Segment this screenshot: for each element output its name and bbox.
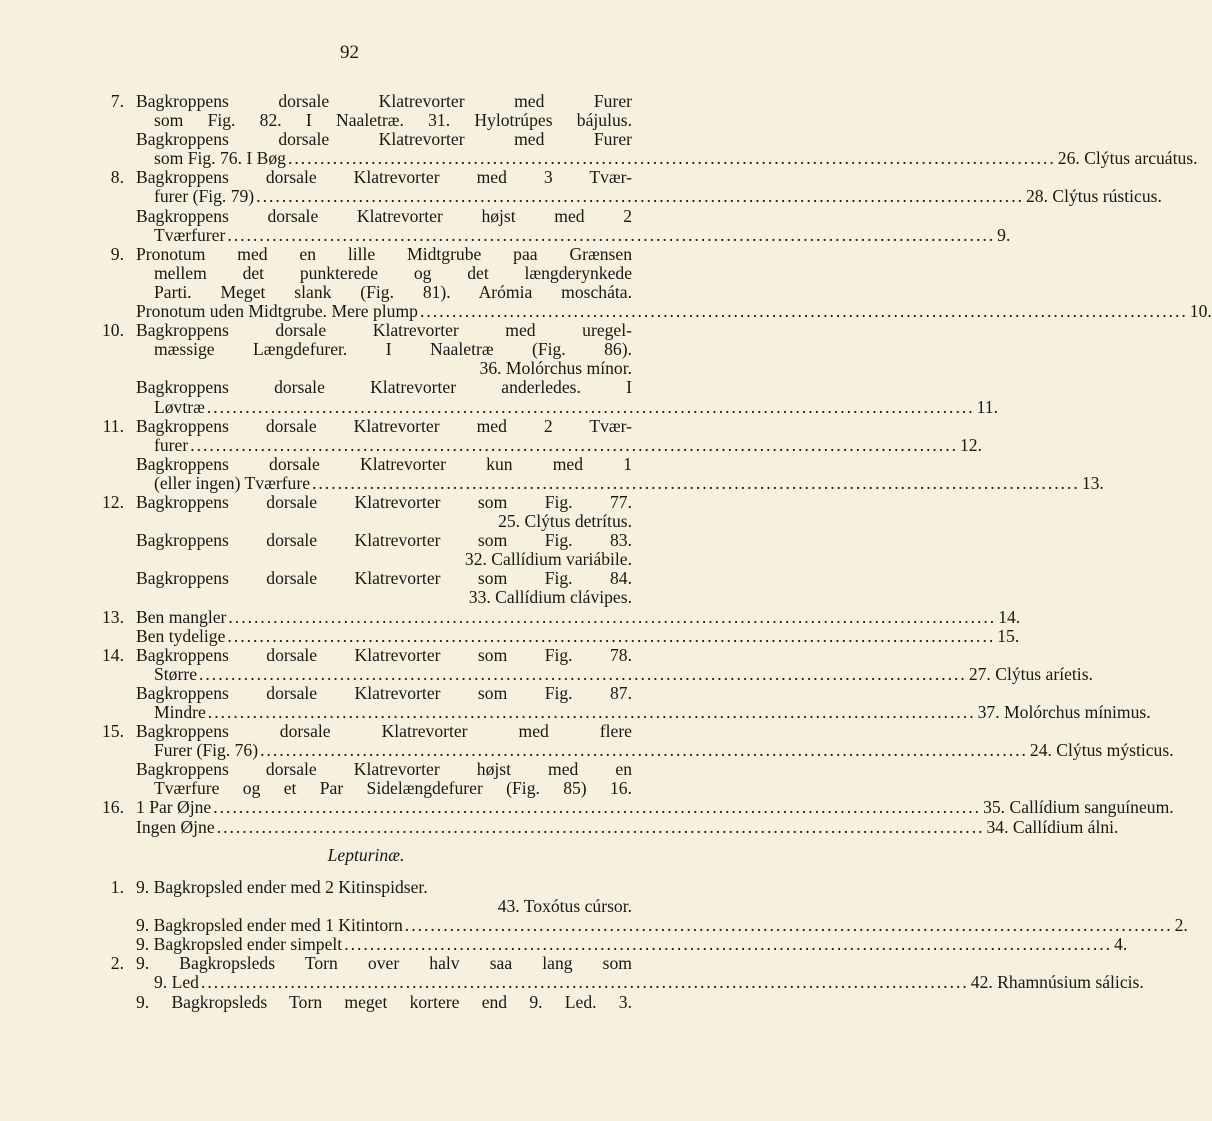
key-entry: Bagkroppens dorsale Klatrevorter højst med 2 [136, 205, 632, 226]
dot-leader: ........................................................................................................................ [344, 934, 1113, 955]
key-entry: som Fig. 82. I Naaletræ. 31. Hylotrúpes bájulus. [154, 110, 632, 131]
page-number: 92 [340, 42, 359, 63]
key-line [100, 396, 998, 417]
key-line [100, 207, 632, 226]
couplet-number: 7. [110, 91, 124, 111]
key-line [100, 417, 632, 436]
key-line [100, 130, 632, 149]
entry-result: 35. Callídium sanguíneum. [983, 797, 1174, 818]
entry-result: 10. [1189, 301, 1212, 322]
key-entry: Tværfure og et Par Sidelængdefurer (Fig. 85) 16. [154, 778, 632, 799]
key-line [100, 111, 632, 130]
key-line [100, 740, 1174, 761]
entry-text: furer (Fig. 79) [154, 186, 255, 207]
entry-result: 27. Clýtus aríetis. [968, 663, 1093, 684]
dot-leader: ........................................................................................................................ [419, 301, 1188, 322]
key-entry: 9. Bagkropsleds Torn over halv saa lang som [136, 953, 632, 974]
entry-text: Ben mangler [136, 606, 227, 627]
key-line [100, 264, 632, 283]
entry-text: Mindre [154, 702, 206, 722]
couplet-number: 14. [102, 644, 124, 665]
key-line [100, 722, 632, 741]
key-line [100, 186, 1162, 207]
dot-leader: ........................................................................................................................ [199, 663, 967, 684]
lepturinae-section [100, 838, 1188, 1012]
dot-leader: ........................................................................................................................ [200, 972, 969, 993]
dot-leader: ........................................................................................................................ [228, 606, 997, 627]
entry-result: 28. Clýtus rústicus. [1025, 186, 1162, 207]
entry-text: 9. Bagkropsled ender simpelt [136, 934, 343, 955]
key-line [100, 224, 1011, 245]
key-entry-with-leader [154, 972, 1144, 993]
key-line [100, 472, 1104, 493]
key-line [100, 797, 1174, 818]
entry-result: 42. Rhamnúsium sálicis. [970, 972, 1144, 993]
key-entry-with-leader [154, 434, 982, 455]
key-entry: Bagkroppens dorsale Klatrevorter med Furer [136, 129, 632, 150]
key-line [100, 760, 632, 779]
couplet-number: 11. [102, 415, 124, 436]
entry-result: 12. [960, 434, 982, 455]
dot-leader: ........................................................................................................................ [216, 816, 985, 837]
key-entry: Bagkroppens dorsale Klatrevorter anderledes. I [136, 377, 632, 398]
dot-leader: ........................................................................................................................ [206, 396, 975, 417]
entry-text: 9. Bagkropsled ender med 1 Kitintorn [136, 915, 403, 936]
dot-leader: ........................................................................................................................ [287, 148, 1056, 169]
entry-result: 24. Clýtus mýsticus. [1029, 740, 1174, 761]
key-entry-with-leader [154, 186, 1162, 207]
species-name: 43. Toxótus cúrsor. [497, 896, 632, 917]
entry-text: Furer (Fig. 76) [154, 740, 259, 761]
entry-result: 4. [1114, 934, 1128, 955]
entry-text: Pronotum uden Midtgrube. Mere plump [136, 301, 418, 322]
key-line [100, 993, 632, 1012]
key-entry-with-leader [136, 625, 1020, 646]
key-line [100, 92, 632, 111]
entry-result: 9. [997, 224, 1011, 245]
entry-result: 11. [976, 396, 998, 417]
key-line [100, 954, 632, 973]
key-entry: Bagkroppens dorsale Klatrevorter som Fig. 83. [136, 530, 632, 551]
key-entry-with-leader [136, 301, 1212, 322]
section-lines [100, 877, 1188, 1012]
key-entry-with-leader [154, 663, 1093, 684]
key-entry: Parti. Meget slank (Fig. 81). Arómia moscháta. [154, 281, 632, 302]
couplet-number: 13. [102, 606, 124, 627]
species-name: 32. Callídium variábile. [464, 549, 632, 570]
entry-text: (eller ingen) Tværfure [154, 472, 310, 493]
key-entry: Bagkroppens dorsale Klatrevorter højst med en [136, 759, 632, 780]
key-entry: Bagkroppens dorsale Klatrevorter som Fig. 87. [136, 682, 632, 703]
entry-result: 14. [998, 606, 1021, 627]
key-line [100, 915, 1188, 936]
key-line [100, 434, 982, 455]
key-line [100, 972, 1144, 993]
dot-leader: ........................................................................................................................ [312, 472, 1080, 493]
key-entry-with-leader [154, 396, 998, 417]
key-line [100, 283, 632, 302]
key-entry: Bagkroppens dorsale Klatrevorter kun med 1 [136, 453, 632, 474]
key-line [100, 493, 632, 512]
key-entry-with-leader [136, 915, 1188, 936]
key-line [100, 646, 632, 665]
entry-result: 15. [997, 625, 1020, 646]
dot-leader: ........................................................................................................................ [404, 915, 1173, 936]
dot-leader: ........................................................................................................................ [227, 224, 996, 245]
key-line [100, 531, 632, 550]
entry-result: 37. Molórchus mínimus. [977, 702, 1151, 722]
entry-result: 2. [1174, 915, 1188, 936]
key-entry-with-leader [154, 702, 1151, 722]
key-line [100, 625, 1020, 646]
entry-text: Ben tydelige [136, 625, 226, 646]
key-entry-with-leader [136, 606, 1021, 627]
key-entry: mæssige Længdefurer. I Naaletræ (Fig. 86). [154, 339, 632, 360]
key-entry: Bagkroppens dorsale Klatrevorter med 3 Tvær- [136, 167, 632, 188]
species-name: 33. Callídium clávipes. [468, 587, 632, 608]
key-entry-with-leader [136, 816, 1119, 837]
key-entry: Bagkroppens dorsale Klatrevorter som Fig. 78. [136, 644, 632, 665]
key-line [100, 897, 632, 916]
entry-result: 13. [1081, 472, 1104, 493]
dot-leader: ........................................................................................................................ [260, 740, 1028, 761]
key-entry-with-leader [136, 797, 1174, 818]
couplet-number: 8. [110, 167, 124, 188]
dot-leader: ........................................................................................................................ [256, 186, 1024, 207]
couplet-number: 16. [102, 797, 124, 818]
key-line [100, 512, 632, 531]
couplet-number: 10. [102, 320, 124, 341]
key-line [100, 569, 632, 588]
key-entry-with-leader [154, 740, 1174, 761]
species-name: 36. Molórchus mínor. [479, 358, 632, 379]
couplet-number: 9. [110, 243, 124, 264]
key-line [100, 816, 1119, 837]
entry-text: 1 Par Øjne [136, 797, 212, 818]
dot-leader: ........................................................................................................................ [227, 625, 996, 646]
key-entry: Bagkroppens dorsale Klatrevorter som Fig. 77. [136, 491, 632, 512]
entry-result: 34. Callídium álni. [986, 816, 1119, 837]
entry-text: Løvtræ [154, 396, 205, 417]
section-heading: Lepturinæ. [327, 845, 405, 865]
key-line [100, 301, 1212, 322]
identification-key [100, 91, 1212, 837]
entry-text: Ingen Øjne [136, 816, 215, 837]
entry-text: 9. Led [154, 972, 199, 993]
dot-leader: ........................................................................................................................ [190, 434, 958, 455]
key-line [100, 340, 632, 359]
key-line [100, 550, 632, 569]
key-line [100, 245, 632, 264]
couplet-number: 1. [110, 877, 124, 897]
key-line [100, 702, 1151, 722]
key-line [100, 359, 632, 378]
key-line [100, 455, 632, 474]
dot-leader: ........................................................................................................................ [213, 797, 982, 818]
key-line [100, 148, 1198, 169]
key-line [100, 779, 632, 798]
key-line [100, 606, 1021, 627]
key-line [100, 684, 632, 703]
couplet-number: 15. [102, 721, 124, 742]
key-entry-with-leader [154, 224, 1011, 245]
dot-leader: ........................................................................................................................ [207, 702, 976, 722]
key-entry: Bagkroppens dorsale Klatrevorter med uregel- [136, 320, 632, 341]
entry-text: som Fig. 76. I Bøg [154, 148, 286, 169]
key-entry: Bagkroppens dorsale Klatrevorter med 2 Tvær- [136, 415, 632, 436]
key-entry-with-leader [154, 472, 1104, 493]
key-entry: Bagkroppens dorsale Klatrevorter som Fig. 84. [136, 568, 632, 589]
key-entry: mellem det punkterede og det længderynkede [154, 262, 632, 283]
key-line [100, 934, 1128, 955]
key-entry: Bagkroppens dorsale Klatrevorter med flere [136, 721, 632, 742]
key-entry: Bagkroppens dorsale Klatrevorter med Furer [136, 91, 632, 111]
key-line [100, 378, 632, 397]
key-entry-with-leader [136, 934, 1128, 955]
key-line [100, 168, 632, 187]
entry-text: Tværfurer [154, 224, 226, 245]
key-entry: Pronotum med en lille Midtgrube paa Grænsen [136, 243, 632, 264]
species-name: 25. Clýtus detrítus. [498, 511, 632, 532]
key-entry: 9. Bagkropsled ender med 2 Kitinspidser. [136, 877, 428, 897]
key-entry: 9. Bagkropsleds Torn meget kortere end 9. Led. 3. [136, 991, 632, 1012]
key-line [100, 878, 632, 897]
couplet-number: 12. [102, 491, 124, 512]
key-line [100, 663, 1093, 684]
entry-result: 26. Clýtus arcuátus. [1057, 148, 1198, 169]
key-entry-with-leader [154, 148, 1198, 169]
couplet-number: 2. [110, 953, 124, 974]
key-line [100, 588, 632, 607]
entry-text: Større [154, 663, 197, 684]
entry-text: furer [154, 434, 189, 455]
key-line [100, 321, 632, 340]
